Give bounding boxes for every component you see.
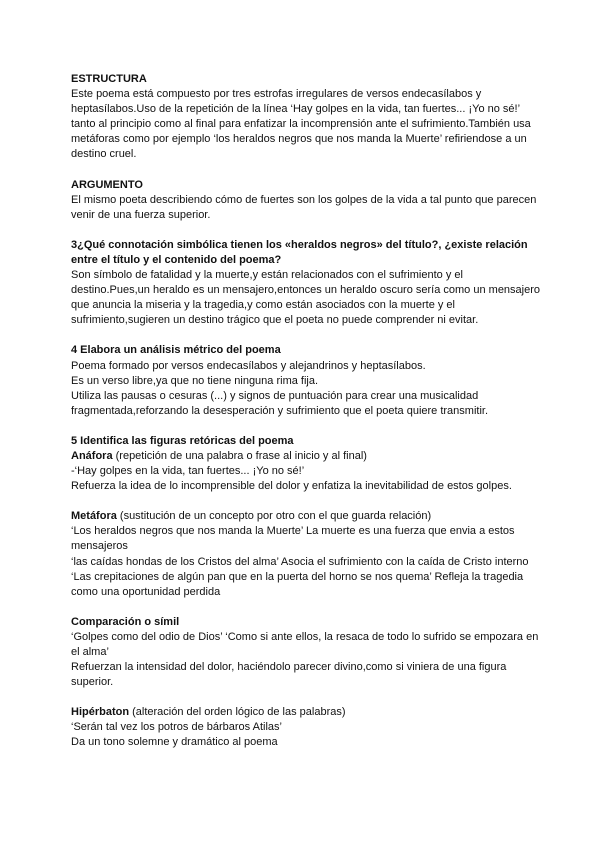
heading-question-5: 5 Identifica las figuras retóricas del poema [71, 434, 294, 447]
hiperbaton-note: (alteración del orden lógico de las palabras) [129, 706, 346, 719]
comparacion-explanation: Refuerzan la intensidad del dolor, haciéndolo parecer divino,como si viniera de una figura superior. [71, 661, 507, 689]
hiperbaton-explanation: Da un tono solemne y dramático al poema [71, 736, 278, 749]
paragraph-question-3: Son símbolo de fatalidad y la muerte,y están relacionados con el sufrimiento y el destino.Pues,un heraldo es un mensajero,entonces un heraldo oscuro sería como un mensajero que anuncia la miseria y la tragedia,y como están asociados con la muerte y el sufrimiento,sugieren un destino trágico que el poeta no puede comprender ni evitar. [71, 269, 541, 327]
paragraph-argumento: El mismo poeta describiendo cómo de fuertes son los golpes de la vida a tal punto que parecen venir de una fuerza superior. [71, 193, 537, 221]
anafora-example: -‘Hay golpes en la vida, tan fuertes... ¡Yo no sé!’ [71, 465, 305, 478]
section-question-4 [71, 343, 541, 418]
metric-line-3: Utiliza las pausas o cesuras (...) y signos de puntuación para crear una musicalidad fragmentada,reforzando la desesperación y sufrimiento que el poeta quiere transmitir. [71, 389, 489, 417]
section-metafora [71, 509, 541, 600]
section-hiperbaton [71, 705, 541, 750]
hiperbaton-title-line [71, 705, 541, 720]
anafora-note: (repetición de una palabra o frase al inicio y al final) [112, 449, 367, 462]
metafora-title: Metáfora [71, 510, 117, 523]
heading-argumento: ARGUMENTO [71, 178, 143, 191]
anafora-title-line [71, 449, 541, 464]
section-question-3 [71, 238, 541, 329]
heading-question-4: 4 Elabora un análisis métrico del poema [71, 344, 281, 357]
metafora-item-1: ‘Los heraldos negros que nos manda la Muerte’ La muerte es una fuerza que envia a estos mensajeros [71, 525, 515, 553]
anafora-explanation: Refuerza la idea de lo incomprensible del dolor y enfatiza la inevitabilidad de estos golpes. [71, 480, 512, 493]
comparacion-title: Comparación o símil [71, 615, 180, 628]
anafora-title: Anáfora [71, 449, 113, 462]
comparacion-example: ‘Golpes como del odio de Dios’ ‘Como si ante ellos, la resaca de todo lo sufrido se empozara en el alma’ [71, 630, 539, 658]
metafora-item-3: ‘Las crepitaciones de algún pan que en la puerta del horno se nos quema’ Refleja la tragedia como una oportunidad perdida [71, 570, 524, 598]
section-question-5 [71, 434, 541, 494]
metafora-title-line [71, 509, 541, 524]
section-comparacion [71, 615, 541, 690]
heading-estructura: ESTRUCTURA [71, 73, 147, 85]
hiperbaton-example: ‘Serán tal vez los potros de bárbaros Atilas’ [71, 721, 282, 734]
metric-line-1: Poema formado por versos endecasílabos y alejandrinos y heptasílabos. [71, 359, 426, 372]
document-page [71, 72, 541, 766]
metafora-note: (sustitución de un concepto por otro con el que guarda relación) [116, 510, 432, 523]
metric-line-2: Es un verso libre,ya que no tiene ninguna rima fija. [71, 374, 319, 387]
paragraph-estructura: Este poema está compuesto por tres estrofas irregulares de versos endecasílabos y heptasílabos.Uso de la repetición de la línea ‘Hay golpes en la vida, tan fuertes... ¡Yo no sé!’ tanto al principio como al final para enfatizar la incomprensión ante el sufrimiento.También usa metáforas como por ejemplo ‘los heraldos negros que nos manda la Muerte’ refiriendose a un destino cruel. [71, 88, 531, 161]
metafora-item-2: ‘las caídas hondas de los Cristos del alma’ Asocia el sufrimiento con la caída de Cristo interno [71, 555, 529, 568]
section-estructura [71, 72, 541, 163]
heading-question-3: 3¿Qué connotación simbólica tienen los «heraldos negros» del título?, ¿existe relación entre el título y el contenido del poema? [71, 238, 528, 266]
section-argumento [71, 178, 541, 223]
hiperbaton-title: Hipérbaton [71, 706, 130, 719]
